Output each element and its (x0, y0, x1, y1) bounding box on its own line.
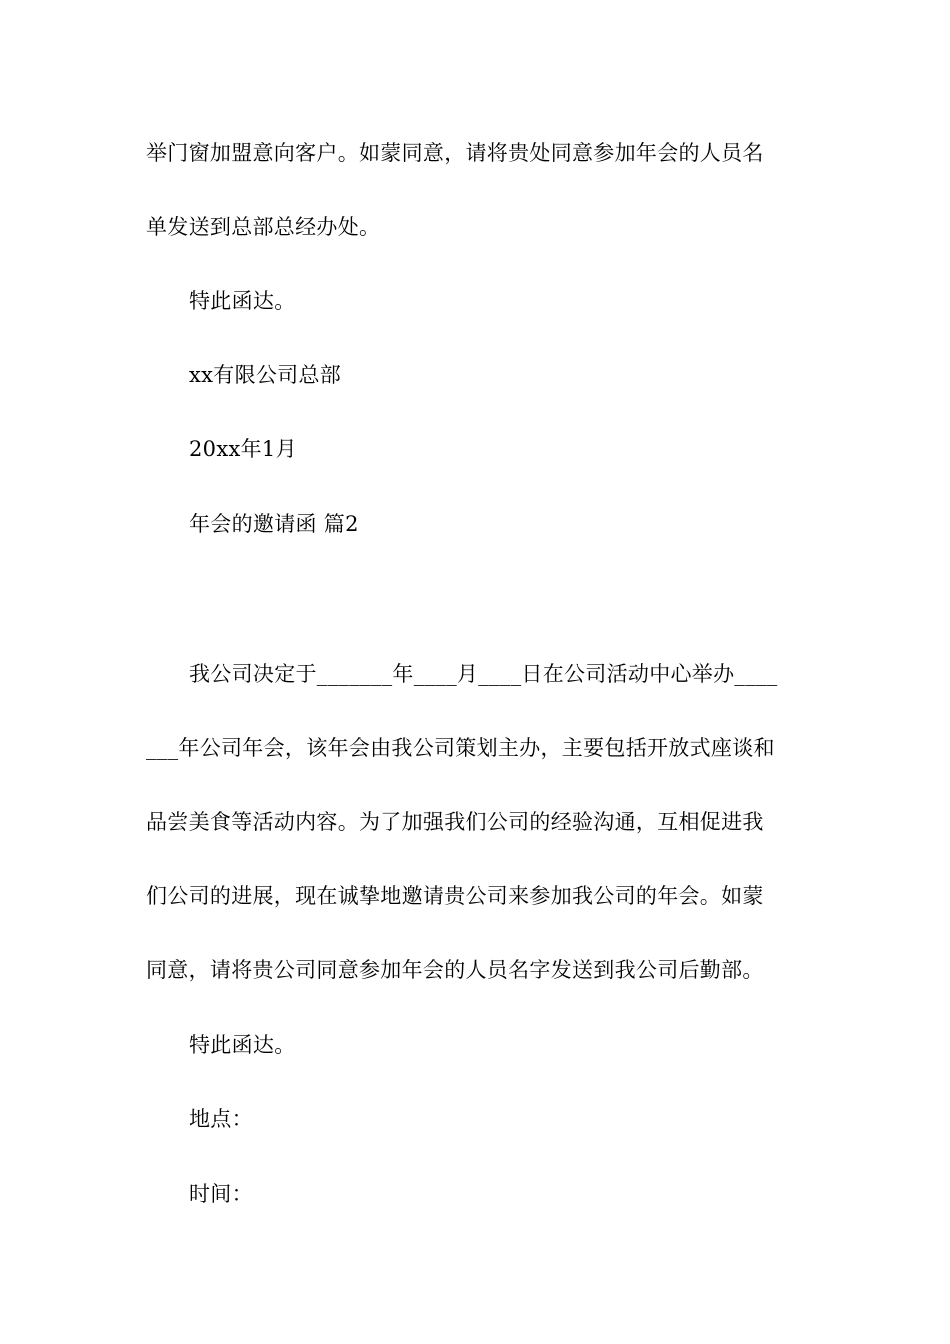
paragraph-line: 我公司决定于_______年____月____日在公司活动中心举办____ (189, 662, 778, 686)
paragraph-line: 们公司的进展，现在诚挚地邀请贵公司来参加我公司的年会。如蒙 (146, 884, 764, 908)
paragraph-line: 品尝美食等活动内容。为了加强我们公司的经验沟通，互相促进我 (146, 810, 764, 834)
location-label: 地点： (189, 1107, 253, 1131)
closing-text: 特此函达。 (189, 289, 296, 313)
paragraph-line: 举门窗加盟意向客户。如蒙同意，请将贵处同意参加年会的人员名 (146, 141, 764, 165)
time-label: 时间： (189, 1182, 253, 1206)
signature-company: xx有限公司总部 (189, 363, 342, 387)
signature-date: 20xx年1月 (189, 437, 297, 461)
paragraph-line: 单发送到总部总经办处。 (146, 215, 381, 239)
closing-text: 特此函达。 (189, 1033, 296, 1057)
section-heading: 年会的邀请函 篇2 (189, 512, 359, 536)
paragraph-line: ___年公司年会，该年会由我公司策划主办，主要包括开放式座谈和 (146, 736, 775, 760)
paragraph-line: 同意，请将贵公司同意参加年会的人员名字发送到我公司后勤部。 (146, 958, 764, 982)
